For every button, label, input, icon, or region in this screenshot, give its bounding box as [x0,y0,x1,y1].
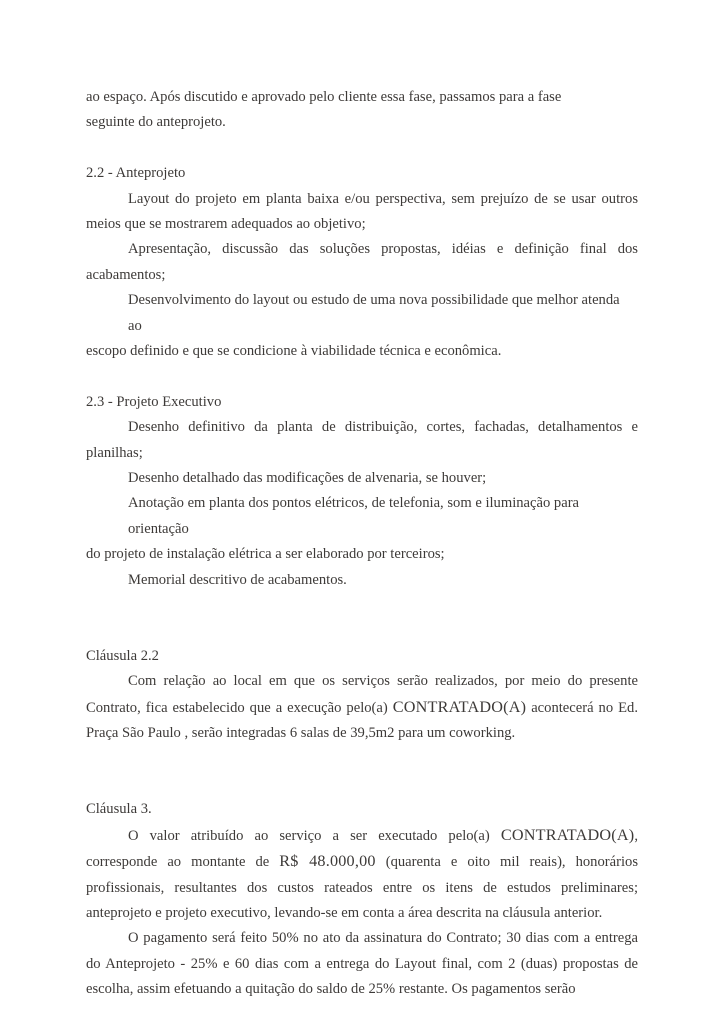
clausula-2-2-contratado-emphasis: CONTRATADO(A) [392,697,527,716]
section-2-3-item-2: Desenho detalhado das modificações de alvenaria, se houver; [128,470,487,487]
clausula-3-valor-emphasis: R$ 48.000,00 [279,852,376,871]
clausula-heading-2-2: Cláusula 2.2 [86,647,159,664]
clausula-3-part-1: O valor atribuído ao serviço a ser executado pelo(a) [128,827,501,844]
section-2-2-item-3-orphan: ao [128,317,142,334]
carryover-line-2: seguinte do anteprojeto. [86,114,226,131]
spacer [86,593,638,618]
clausula-2-2-body-part-1: Com relação ao local em que os serviços serão realizados, por meio do presente Contrato, fica estabelecido que a execução pelo(a) [86,673,638,716]
section-heading-2-2: 2.2 - Anteprojeto [86,165,186,182]
spacer [86,618,638,643]
clausula-3-contratado-emphasis: CONTRATADO(A) [500,825,635,844]
clausula-2-2-body [86,669,638,746]
clausula-3-part-2: , corresponde ao montante de [86,827,638,871]
document-text-block [86,85,638,1003]
spacer [86,136,638,161]
spacer [86,772,638,797]
spacer [86,364,638,389]
section-2-2-item-3: Desenvolvimento do layout ou estudo de uma nova possibilidade que melhor atenda [128,292,620,309]
section-2-3-item-1: Desenho definitivo da planta de distribuição, cortes, fachadas, detalhamentos e planilhas; [86,419,638,461]
section-2-2-item-3-tail: escopo definido e que se condicione à viabilidade técnica e econômica. [86,343,502,360]
section-2-2-item-1: Layout do projeto em planta baixa e/ou perspectiva, sem prejuízo de se usar outros meios que se mostrarem adequados ao objetivo; [86,190,638,233]
section-2-3-item-3-orphan: orientação [128,520,189,537]
spacer [86,747,638,772]
section-heading-2-3: 2.3 - Projeto Executivo [86,393,222,410]
section-2-3-item-4: Memorial descritivo de acabamentos. [128,571,347,588]
clausula-heading-3: Cláusula 3. [86,801,152,818]
section-2-3-item-3-tail: do projeto de instalação elétrica a ser elaborado por terceiros; [86,546,445,563]
clausula-3-part-3: (quarenta e oito mil reais), honorários profissionais, resultantes dos custos rateados entre os itens de estudos preliminares; anteprojeto e projeto executivo, levando-se em conta a área descrita na cláusula anterior. [86,854,639,921]
section-2-3-item-3: Anotação em planta dos pontos elétricos, de telefonia, som e iluminação para [128,495,580,512]
clausula-3-paragraph-2: O pagamento será feito 50% no ato da assinatura do Contrato; 30 dias com a entrega do Anteprojeto - 25% e 60 dias com a entrega do Layout final, com 2 (duas) propostas de escolha, assim efetuando a quitação do saldo de 25% restante. Os pagamentos serão [86,930,638,998]
clausula-2-2-body-part-2: acontecerá no Ed. Praça São Paulo , serão integradas 6 salas de 39,5m2 para um coworking. [86,699,638,742]
section-2-2-item-2: Apresentação, discussão das soluções propostas, idéias e definição final dos acabamentos; [86,241,638,283]
clausula-3-paragraph-1 [86,823,638,927]
carryover-line-1: ao espaço. Após discutido e aprovado pelo cliente essa fase, passamos para a fase [86,89,562,105]
